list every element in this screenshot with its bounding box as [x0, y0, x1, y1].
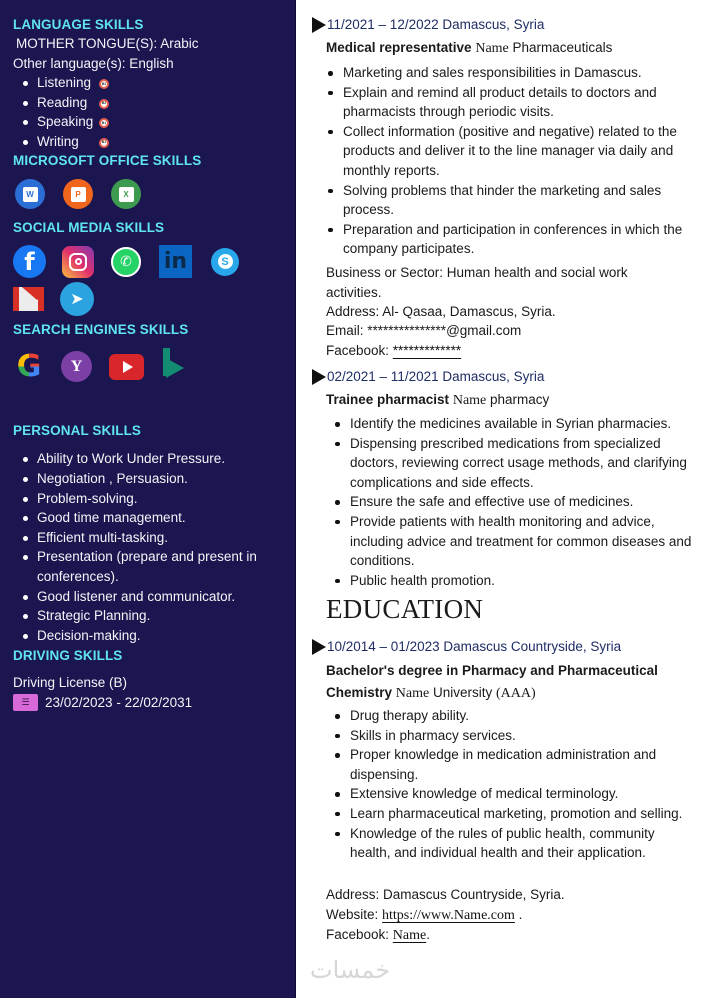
instagram-icon — [62, 246, 94, 278]
personal-skills-heading: PERSONAL SKILLS — [13, 423, 142, 439]
powerpoint-icon: P — [63, 179, 93, 209]
telegram-icon: ➤ — [60, 282, 94, 316]
search-icons — [13, 349, 295, 384]
experience-title: Medical representative Name Pharmaceuticals — [326, 40, 613, 56]
social-icons-row-1 — [13, 245, 295, 278]
experience-bullet: Collect information (positive and negative) related to the products and deliver it to the line manager via daily and monthly reports. — [326, 122, 696, 181]
education-bullet: Skills in pharmacy services. — [333, 726, 698, 746]
experience-bullets — [326, 63, 696, 259]
experience-bullet: Public health promotion. — [333, 571, 693, 591]
degree: Bachelor's degree in Pharmacy and Pharmaceutical — [326, 663, 658, 678]
arrow-icon — [312, 639, 326, 655]
gmail-icon — [13, 287, 44, 311]
address: Address: Al- Qasaa, Damascus, Syria. — [326, 304, 556, 319]
experience-bullet: Explain and remind all product details to doctors and pharmacists through periodic visits. — [326, 83, 696, 122]
language-skill-item: Speaking B1 — [21, 112, 295, 132]
office-skills-heading: MICROSOFT OFFICE SKILLS — [13, 153, 202, 169]
education-title: Bachelor's degree in Pharmacy and Pharmaceutical Chemistry Name University (AAA) — [326, 663, 658, 701]
arrow-icon — [312, 17, 326, 33]
personal-skill-item: Negotiation , Persuasion. — [21, 469, 295, 489]
language-skills-heading: LANGUAGE SKILLS — [13, 17, 144, 32]
language-skill-item: Reading B2 — [21, 93, 295, 113]
job-role: Trainee pharmacist — [326, 392, 450, 407]
experience-bullet: Identify the medicines available in Syrian pharmacies. — [333, 414, 693, 434]
job-role: Medical representative — [326, 40, 472, 55]
website-link[interactable]: https://www.Name.com — [382, 908, 515, 923]
sidebar — [0, 0, 296, 998]
education-address: Address: Damascus Countryside, Syria. — [326, 887, 565, 902]
experience-dates: 11/2021 – 12/2022 Damascus, Syria — [312, 16, 544, 33]
language-skill-list — [13, 73, 295, 151]
experience-bullet: Solving problems that hinder the marketing and sales process. — [326, 181, 696, 220]
email: Email: ***************@gmail.com — [326, 323, 522, 338]
level-badge-icon: B1 — [99, 118, 109, 128]
bing-icon — [160, 348, 188, 380]
skype-icon: S — [211, 248, 239, 276]
linkedin-icon: in — [159, 245, 192, 278]
experience-bullets — [333, 414, 693, 590]
office-icons — [13, 179, 295, 209]
education-bullet: Learn pharmaceutical marketing, promotion and selling. — [333, 804, 698, 824]
language-skill-item: Writing B1 — [21, 132, 295, 152]
driving-license: Driving License (B) — [13, 675, 128, 691]
experience-bullet: Provide patients with health monitoring and advice, including advice and treatment for common diseases and conditions. — [333, 512, 693, 571]
education-bullet: Knowledge of the rules of public health, community health, and individual health and their application. — [333, 824, 698, 863]
education-facebook-row: Facebook: Name. — [326, 927, 430, 943]
id-card-icon: ☰ — [13, 694, 38, 711]
yahoo-icon: Y — [61, 351, 92, 382]
experience-bullet: Marketing and sales responsibilities in Damascus. — [326, 63, 696, 83]
facebook-icon: f — [13, 245, 46, 278]
personal-skill-item: Good listener and communicator. — [21, 587, 295, 607]
facebook-link[interactable]: Name — [392, 928, 427, 943]
language-skill-item: Listening B2 — [21, 73, 295, 93]
education-bullet: Extensive knowledge of medical terminology. — [333, 784, 698, 804]
facebook-row: Facebook: ************* — [326, 343, 462, 358]
watermark: خمسات — [310, 956, 391, 984]
google-icon: G — [13, 349, 45, 384]
personal-skills-list — [13, 449, 295, 645]
driving-skills-heading: DRIVING SKILLS — [13, 648, 123, 664]
level-badge-icon: B2 — [99, 79, 109, 89]
facebook-link[interactable]: ************* — [392, 343, 462, 358]
level-badge-icon: B1 — [99, 138, 109, 148]
search-engines-heading: SEARCH ENGINES SKILLS — [13, 322, 189, 338]
experience-bullet: Dispensing prescribed medications from specialized doctors, reviewing correct usage methods, and clarifying complications and side effects. — [333, 434, 693, 493]
personal-skill-item: Presentation (prepare and present in conferences). — [21, 547, 291, 586]
level-badge-icon: B2 — [99, 99, 109, 109]
personal-skill-item: Strategic Planning. — [21, 606, 295, 626]
other-languages: Other language(s): English — [13, 55, 174, 71]
driving-validity: 23/02/2023 - 22/02/2031 — [45, 694, 193, 710]
experience-title: Trainee pharmacist Name pharmacy — [326, 392, 550, 408]
website-row: Website: https://www.Name.com . — [326, 907, 523, 923]
youtube-icon — [109, 354, 144, 380]
business-sector: Business or Sector: Human health and social work activities. — [326, 265, 628, 300]
experience-dates: 02/2021 – 11/2021 Damascus, Syria — [312, 368, 544, 385]
personal-skill-item: Decision-making. — [21, 626, 295, 646]
education-bullet: Drug therapy ability. — [333, 706, 698, 726]
personal-skill-item: Efficient multi-tasking. — [21, 528, 295, 548]
experience-bullet: Ensure the safe and effective use of medicines. — [333, 492, 693, 512]
social-media-heading: SOCIAL MEDIA SKILLS — [13, 220, 165, 236]
social-icons-row-2 — [13, 282, 295, 316]
education-bullet: Proper knowledge in medication administration and dispensing. — [333, 745, 698, 784]
arrow-icon — [312, 369, 326, 385]
education-bullets — [333, 706, 698, 863]
experience-bullet: Preparation and participation in conferences in which the company participates. — [326, 220, 696, 259]
driving-validity-row — [13, 693, 295, 713]
excel-icon: X — [111, 179, 141, 209]
personal-skill-item: Problem-solving. — [21, 489, 295, 509]
mother-tongue: MOTHER TONGUE(S): Arabic — [16, 36, 199, 51]
personal-skill-item: Good time management. — [21, 508, 295, 528]
personal-skill-item: Ability to Work Under Pressure. — [21, 449, 295, 469]
word-icon: W — [15, 179, 45, 209]
education-heading: EDUCATION — [326, 594, 484, 624]
education-dates: 10/2014 – 01/2023 Damascus Countryside, Syria — [312, 638, 621, 655]
whatsapp-icon: ✆ — [111, 247, 141, 277]
